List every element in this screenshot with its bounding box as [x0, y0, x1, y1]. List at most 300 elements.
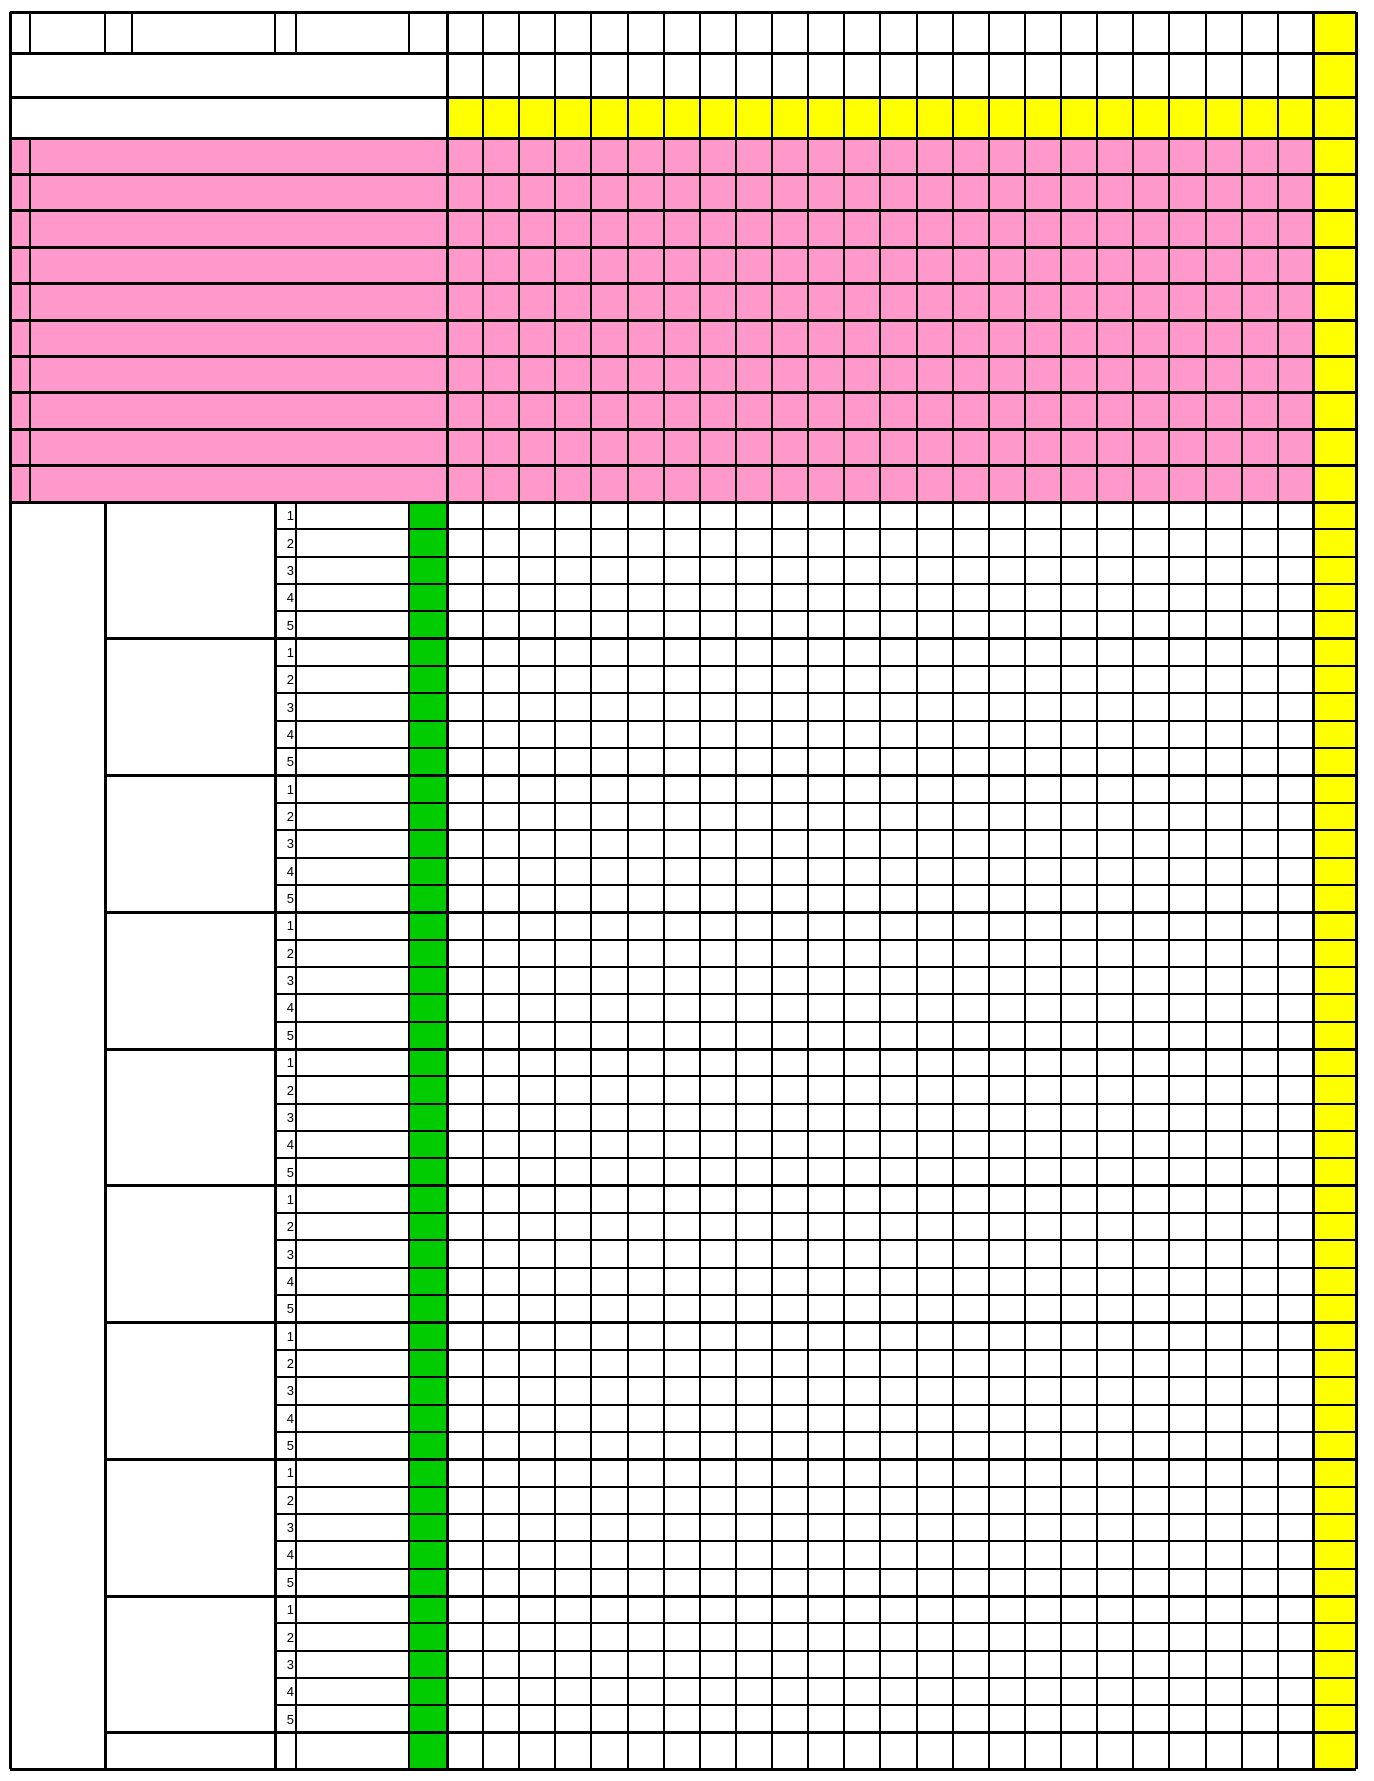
grid-line [295, 12, 297, 53]
row-total [1314, 721, 1356, 748]
category-label [30, 356, 447, 392]
code-cell [409, 1705, 447, 1732]
group-label-line [132, 584, 275, 611]
sub-no: 5 [286, 1027, 294, 1043]
grid-line [275, 1103, 1356, 1105]
sub-label [296, 611, 409, 638]
row-total [1314, 1350, 1356, 1377]
category-label [30, 466, 447, 502]
grid-line [275, 1540, 1356, 1542]
sub-label [296, 529, 409, 556]
sub-no: 2 [286, 1356, 294, 1372]
sub-no: 4 [286, 590, 294, 606]
grid-line [1132, 12, 1134, 1769]
grid-line [274, 12, 276, 53]
header-hour-19 [1133, 12, 1169, 53]
minutes-value [1242, 97, 1278, 138]
header-hour-3 [555, 12, 591, 53]
sub-no: 3 [286, 1520, 294, 1536]
grid-line [275, 610, 1356, 612]
code-cell [409, 639, 447, 666]
sub-no: 1 [286, 644, 294, 660]
row-total [1314, 940, 1356, 967]
row-total [1314, 912, 1356, 939]
grid-line [408, 502, 410, 1769]
grid-line [131, 12, 133, 53]
sub-label [296, 1487, 409, 1514]
grid-line [916, 12, 918, 1769]
group-label-line [132, 529, 275, 556]
row-total [1314, 885, 1356, 912]
grid-line [275, 720, 1356, 722]
grid-line [1205, 12, 1207, 1769]
code-cell [409, 1350, 447, 1377]
grid-line [275, 1212, 1356, 1214]
grid-line [275, 857, 1356, 859]
sub-no: 5 [286, 891, 294, 907]
category-no [10, 393, 30, 429]
sub-label [296, 1268, 409, 1295]
grid-line [275, 1075, 1356, 1077]
sub-no: 4 [286, 863, 294, 879]
major-label-line [30, 529, 105, 556]
sub-no: 2 [286, 1492, 294, 1508]
code-cell [409, 1049, 447, 1076]
category-no [10, 174, 30, 210]
code-cell [409, 830, 447, 857]
minutes-value [628, 97, 664, 138]
grid-line [627, 12, 629, 1769]
group-label-line [132, 611, 275, 638]
sub-no: 4 [286, 1000, 294, 1016]
code-cell [409, 1487, 447, 1514]
header-hour-12 [880, 12, 916, 53]
minutes-value [1061, 97, 1097, 138]
group-label-line [132, 557, 275, 584]
sub-label [296, 1596, 409, 1623]
header-chubunrui [132, 12, 275, 53]
sub-label [296, 1104, 409, 1131]
grid-line [408, 12, 410, 53]
grid-line [275, 1349, 1356, 1351]
grid-line [275, 1376, 1356, 1378]
grid-line [275, 665, 1356, 667]
grid-line [275, 884, 1356, 886]
minutes-value [917, 97, 953, 138]
sub-no: 1 [286, 1328, 294, 1344]
category-total [1314, 429, 1356, 465]
grid-line [275, 1294, 1356, 1296]
grid-line [9, 12, 12, 1769]
grid-line [554, 12, 556, 1769]
sub-label [296, 1076, 409, 1103]
minutes-value [1025, 97, 1061, 138]
sub-label [296, 1678, 409, 1705]
hour-value [555, 1405, 591, 1432]
minutes-value [953, 97, 989, 138]
group-no [105, 1049, 132, 1076]
row-total [1314, 1022, 1356, 1049]
category-no [10, 284, 30, 320]
code-cell [409, 666, 447, 693]
row-total [1314, 502, 1356, 529]
code-cell [409, 994, 447, 1021]
row-total [1314, 1487, 1356, 1514]
grid-line [275, 829, 1356, 831]
minutes-value [1206, 97, 1242, 138]
minutes-value [989, 97, 1025, 138]
category-hour-value [772, 211, 808, 247]
row-total [1314, 639, 1356, 666]
group-no [105, 1323, 132, 1350]
grid-line [879, 12, 881, 1769]
code-cell [409, 748, 447, 775]
hour-value [519, 1131, 555, 1158]
group-label-line [132, 1186, 275, 1213]
grid-line [10, 391, 1356, 394]
sub-no: 1 [286, 1191, 294, 1207]
sub-label [296, 666, 409, 693]
category-no [10, 356, 30, 392]
header-hour-5 [628, 12, 664, 53]
group-no [105, 1459, 132, 1486]
other-total [1314, 1733, 1356, 1769]
other-code [409, 1733, 447, 1769]
category-label [30, 211, 447, 247]
header-hour-20 [1169, 12, 1205, 53]
minutes-total [1314, 97, 1356, 138]
sub-no: 3 [286, 699, 294, 715]
row-total [1314, 611, 1356, 638]
hour-value [519, 1541, 555, 1568]
grid-line [275, 939, 1356, 941]
code-cell [409, 1651, 447, 1678]
minutes-value [736, 97, 772, 138]
code-cell [409, 1405, 447, 1432]
sub-no: 4 [286, 1684, 294, 1700]
sub-label [296, 1541, 409, 1568]
sub-no: 4 [286, 726, 294, 742]
grid-line [275, 1622, 1356, 1624]
code-cell [409, 693, 447, 720]
sub-label [296, 912, 409, 939]
minutes-value [1278, 97, 1314, 138]
row-total [1314, 529, 1356, 556]
grid-line [1096, 12, 1098, 1769]
row-total [1314, 1186, 1356, 1213]
header-hour-8 [736, 12, 772, 53]
sub-no: 1 [286, 1055, 294, 1071]
category-no [10, 211, 30, 247]
sub-label [296, 584, 409, 611]
group-label-line [132, 1487, 275, 1514]
minutes-value [772, 97, 808, 138]
sub-label [296, 1377, 409, 1404]
grid-line [446, 12, 449, 1769]
row-total [1314, 557, 1356, 584]
sub-no: 1 [286, 1602, 294, 1618]
header-hour-21 [1206, 12, 1242, 53]
grid-line [295, 502, 297, 1769]
sub-no: 1 [286, 918, 294, 934]
code-cell [409, 1541, 447, 1568]
code-cell [409, 1432, 447, 1459]
group-no [105, 1186, 132, 1213]
grid-line [104, 502, 107, 1769]
minutes-value [447, 97, 483, 138]
other-no [105, 1733, 132, 1769]
group-label-line [132, 693, 275, 720]
code-cell [409, 1131, 447, 1158]
sub-label [296, 1705, 409, 1732]
minutes-value [1169, 97, 1205, 138]
grid-line [10, 282, 1356, 285]
grid-line [275, 1404, 1356, 1406]
row-total [1314, 1432, 1356, 1459]
row-total [1314, 1514, 1356, 1541]
code-cell [409, 1268, 447, 1295]
grid-line [843, 12, 845, 1769]
sub-label [296, 1623, 409, 1650]
row-total [1314, 1240, 1356, 1267]
grid-line [663, 12, 665, 1769]
grid-line [275, 528, 1356, 530]
row-total [1314, 1213, 1356, 1240]
code-cell [409, 1459, 447, 1486]
sub-label [296, 1459, 409, 1486]
code-cell [409, 1514, 447, 1541]
category-label [30, 174, 447, 210]
sub-no: 4 [286, 1273, 294, 1289]
sub-no: 1 [286, 508, 294, 524]
category-total [1314, 247, 1356, 283]
minutes-value [591, 97, 627, 138]
minutes-value [555, 97, 591, 138]
hour-value [483, 1459, 519, 1486]
other-sub-no [275, 1733, 296, 1769]
code-cell [409, 557, 447, 584]
sub-label [296, 1432, 409, 1459]
group-no [105, 912, 132, 939]
grid-line [104, 12, 106, 53]
sub-no: 5 [286, 1574, 294, 1590]
sub-label [296, 557, 409, 584]
code-cell [409, 803, 447, 830]
sub-label [296, 693, 409, 720]
row-total [1314, 858, 1356, 885]
group-label-line [132, 1514, 275, 1541]
code-cell [409, 1022, 447, 1049]
major-no [10, 502, 30, 522]
sub-label [296, 994, 409, 1021]
code-cell [409, 1213, 447, 1240]
sub-label [296, 1350, 409, 1377]
code-cell [409, 1158, 447, 1185]
group-label-line [132, 1323, 275, 1350]
header-hour-4 [591, 12, 627, 53]
row-total [1314, 1541, 1356, 1568]
sub-label [296, 776, 409, 803]
grid-line [29, 138, 31, 502]
sub-no: 4 [286, 1547, 294, 1563]
code-cell [409, 1377, 447, 1404]
hour-value [772, 1541, 808, 1568]
sub-label [296, 1323, 409, 1350]
row-total [1314, 1705, 1356, 1732]
category-label [30, 284, 447, 320]
row-total [1314, 1678, 1356, 1705]
sub-label [296, 885, 409, 912]
code-cell [409, 858, 447, 885]
group-no [105, 502, 132, 529]
row-total [1314, 803, 1356, 830]
header-hour-2 [519, 12, 555, 53]
sub-no: 1 [286, 781, 294, 797]
grid-line [10, 246, 1356, 249]
minutes-value [1133, 97, 1169, 138]
header-shobunrui [296, 12, 409, 53]
sub-no: 5 [286, 617, 294, 633]
sub-label [296, 1022, 409, 1049]
row-total [1314, 1569, 1356, 1596]
category-no [10, 247, 30, 283]
sub-no: 5 [286, 1438, 294, 1454]
category-label [30, 393, 447, 429]
minutes-value [483, 97, 519, 138]
sub-label [296, 830, 409, 857]
sub-label [296, 1295, 409, 1322]
grid-line [771, 12, 773, 1769]
grid-line [275, 1677, 1356, 1679]
grid-line [1355, 12, 1358, 1769]
group-no [105, 1596, 132, 1623]
grid-line [482, 12, 484, 1769]
grid-line [10, 209, 1356, 212]
grid-line [275, 1704, 1356, 1706]
header-hour-23 [1278, 12, 1314, 53]
summary-hours-label [10, 53, 447, 97]
category-total [1314, 174, 1356, 210]
category-no [10, 320, 30, 356]
grid-line [10, 11, 1356, 14]
grid-line [275, 747, 1356, 749]
sub-label [296, 721, 409, 748]
grid-line [1168, 12, 1170, 1769]
row-total [1314, 1104, 1356, 1131]
group-label-line [132, 994, 275, 1021]
minutes-value [1097, 97, 1133, 138]
sub-no: 4 [286, 1410, 294, 1426]
category-total [1314, 320, 1356, 356]
sub-no: 3 [286, 1656, 294, 1672]
sub-no: 3 [286, 973, 294, 989]
sub-label [296, 1186, 409, 1213]
code-cell [409, 1076, 447, 1103]
code-cell [409, 611, 447, 638]
minutes-value [700, 97, 736, 138]
header-code [409, 12, 447, 53]
category-total [1314, 393, 1356, 429]
group-no [105, 776, 132, 803]
row-total [1314, 748, 1356, 775]
code-cell [409, 1295, 447, 1322]
header-hour-15 [989, 12, 1025, 53]
hour-value [1242, 994, 1278, 1021]
major-label-line [30, 502, 105, 529]
code-cell [409, 1104, 447, 1131]
group-label-line [132, 1596, 275, 1623]
header-hour-9 [772, 12, 808, 53]
hour-value [736, 1541, 772, 1568]
header-hour-11 [844, 12, 880, 53]
sub-no: 3 [286, 836, 294, 852]
grid-line [590, 12, 592, 1769]
grid-line [1060, 12, 1062, 1769]
sub-no: 2 [286, 1082, 294, 1098]
minutes-value [844, 97, 880, 138]
sub-no: 5 [286, 754, 294, 770]
group-label-line [132, 639, 275, 666]
row-total [1314, 1405, 1356, 1432]
grid-line [10, 52, 1356, 55]
category-total [1314, 138, 1356, 174]
group-label-line [132, 912, 275, 939]
hour-value [736, 1131, 772, 1158]
grid-line [10, 501, 1356, 504]
grid-line [275, 1650, 1356, 1652]
category-total [1314, 211, 1356, 247]
other-sub-label [296, 1733, 409, 1769]
category-label [30, 138, 447, 174]
row-total [1314, 1596, 1356, 1623]
category-label [30, 429, 447, 465]
group-label-line [132, 1049, 275, 1076]
sub-label [296, 748, 409, 775]
category-total [1314, 356, 1356, 392]
row-total [1314, 1323, 1356, 1350]
row-total [1314, 994, 1356, 1021]
sub-label [296, 1569, 409, 1596]
row-total [1314, 666, 1356, 693]
code-cell [409, 940, 447, 967]
header-hour-16 [1025, 12, 1061, 53]
sub-no: 2 [286, 945, 294, 961]
row-total [1314, 967, 1356, 994]
grid-line [275, 1431, 1356, 1433]
row-total [1314, 1158, 1356, 1185]
grid-line [699, 12, 701, 1769]
code-cell [409, 1240, 447, 1267]
group-label-line [132, 1350, 275, 1377]
grid-line [952, 12, 954, 1769]
row-total [1314, 1377, 1356, 1404]
sub-no: 2 [286, 1629, 294, 1645]
code-cell [409, 721, 447, 748]
code-cell [409, 1186, 447, 1213]
header-hour-1 [483, 12, 519, 53]
category-no [10, 138, 30, 174]
row-total [1314, 693, 1356, 720]
sub-label [296, 1514, 409, 1541]
sub-label [296, 1158, 409, 1185]
sub-no: 1 [286, 1465, 294, 1481]
sub-no: 5 [286, 1164, 294, 1180]
grid-line [275, 1157, 1356, 1159]
header-hour-22 [1242, 12, 1278, 53]
row-total [1314, 1131, 1356, 1158]
minutes-value [664, 97, 700, 138]
sub-label [296, 940, 409, 967]
